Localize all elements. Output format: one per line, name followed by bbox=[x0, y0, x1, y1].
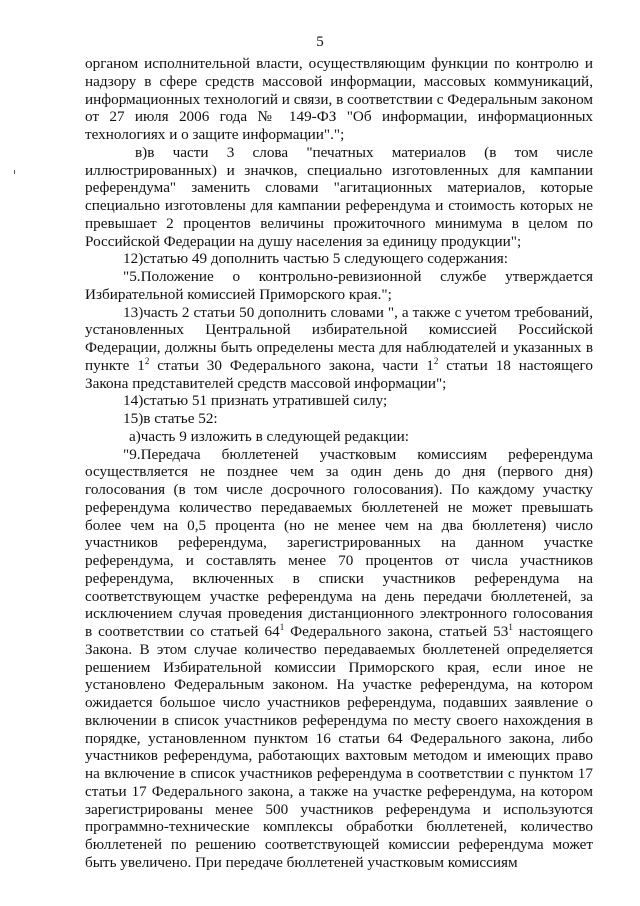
text-run: настоящего Закона. В этом случае количество передаваемых бюллетеней определяется решением Избирательной комиссии Приморского края, если иное не установлено Федеральным законом. На участке референдума, на котором ожидается большое число участников референдума, подавших заявление о включении в список участников референдума по месту своего нахождения в порядке, установленном пунктом 16 статьи 64 Федерального закона, либо участников референдума, работающих вахтовым методом и имеющих право на включение в список участников референдума в соответствии с пунктом 17 статьи 17 Федерального закона, а также на участке референдума, на котором зарегистрированы менее 500 участников референдума и используются программно-технические комплексы обработки бюллетеней, количество бюллетеней по решению соответствующей комиссии референдума может быть увеличено. При передаче бюллетеней участковым комиссиям bbox=[85, 623, 593, 871]
paragraph-quote-9 bbox=[85, 446, 593, 872]
paragraph-item-14 bbox=[85, 392, 593, 410]
paragraph-continuation bbox=[85, 55, 593, 144]
text-run: "9.Передача бюллетеней участковым комиссиям референдума осуществляется не позднее чем за один день до дня (первого дня) голосования (в том числе досрочного голосования). По каждому участку референдума количество передаваемых бюллетеней не может превышать более чем на 0,5 процента (но не менее чем на два бюллетеня) число участников референдума, зарегистрированных на данном участке референдума, и составлять менее 70 процентов от числа участников референдума, включенных в списки участников референдума на соответствующем участке референдума на день передачи бюллетеней, за исключением случая проведения дистанционного электронного голосования в соответствии со статьей 64 bbox=[85, 445, 593, 640]
text-run: органом исполнительной власти, осуществляющим функции по контролю и надзору в сфере средств массовой информации, массовых коммуникаций, информационных технологий и связи, в соответствии с Федеральным законом от 27 июля 2006 года № 149-ФЗ "Об информации, информационных технологиях и о защите информации"."; bbox=[85, 55, 593, 143]
margin-mark bbox=[14, 170, 15, 174]
text-run: статьи 30 Федерального закона, части 1 bbox=[149, 356, 434, 374]
body-text bbox=[85, 55, 593, 872]
text-run: статьи 18 настоящего Закона представителей средств массовой информации"; bbox=[85, 356, 594, 392]
text-run: в)в части 3 слова "печатных материалов (в том числе иллюстрированных) и значков, специально изготовленных для кампании референдума" заменить словами "агитационных материалов, которые специально изготовлены для кампании референдума и стоимость которых не превышает 2 процентов величины прожиточного минимума в целом по Российской Федерации на душу населения за единицу продукции"; bbox=[85, 143, 593, 250]
superscript-index: 1 bbox=[508, 621, 513, 632]
text-run: 13)часть 2 статьи 50 дополнить словами ", а также с учетом требований, установленных Центральной избирательной комиссией Российской Федерации, должны быть определены места для наблюдателей и указанных в пункте 1 bbox=[85, 303, 593, 374]
paragraph-item-v bbox=[85, 144, 593, 251]
paragraph-item-15 bbox=[85, 410, 593, 428]
text-run: 15)в статье 52: bbox=[123, 410, 218, 427]
text-run: "5.Положение о контрольно-ревизионной службе утверждается Избирательной комиссией Приморского края."; bbox=[85, 268, 593, 303]
text-run: а)часть 9 изложить в следующей редакции: bbox=[129, 427, 410, 445]
text-run: Федерального закона, статьей 53 bbox=[284, 623, 509, 640]
superscript-index: 2 bbox=[144, 355, 150, 366]
page-number: 5 bbox=[316, 34, 324, 50]
paragraph-item-12 bbox=[85, 250, 593, 268]
superscript-index: 1 bbox=[279, 621, 285, 632]
text-run: 12)статью 49 дополнить частью 5 следующего содержания: bbox=[123, 250, 508, 268]
paragraph-quote-5 bbox=[85, 268, 593, 304]
paragraph-item-13 bbox=[85, 304, 593, 393]
paragraph-item-a bbox=[85, 428, 593, 446]
superscript-index: 2 bbox=[433, 355, 439, 366]
text-run: 14)статью 51 признать утратившей силу; bbox=[123, 392, 388, 410]
